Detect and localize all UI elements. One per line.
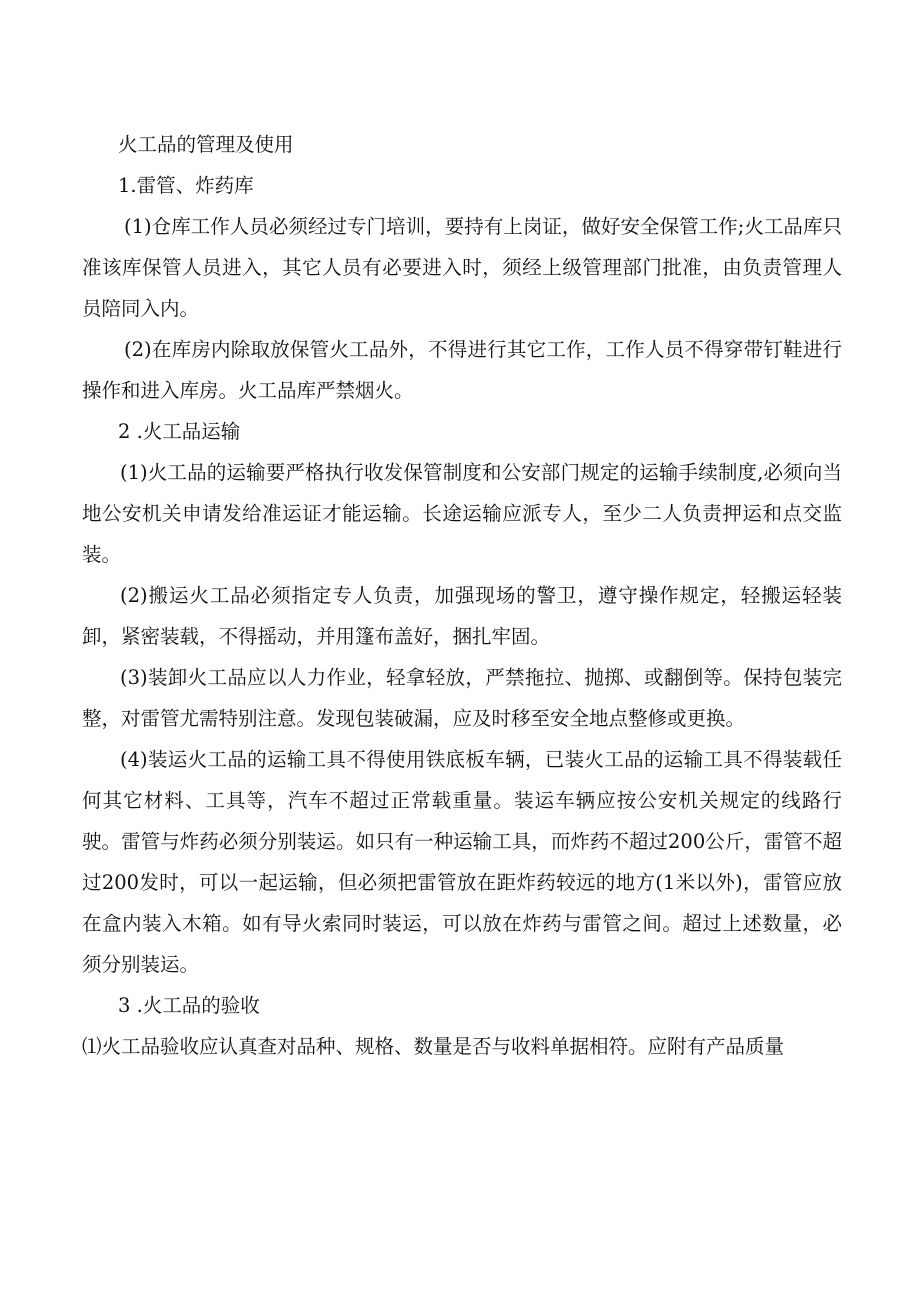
paragraph-2-4: (4)装运火工品的运输工具不得使用铁底板车辆，已装火工品的运输工具不得装载任何其它材料、工具等，汽车不超过正常载重量。装运车辆应按公安机关规定的线路行驶。雷管与炸药必须分别装运。如只有一种运输工具，而炸药不超过200公斤，雷管不超过200发时，可以一起运输，但必须把雷管放在距炸药较远的地方(1米以外)，雷管应放在盒内装入木箱。如有导火索同时装运，可以放在炸药与雷管之间。超过上述数量，必须分别装运。 [82,748,842,976]
paragraph-1-1: (1)仓库工作人员必须经过专门培训，要持有上岗证，做好安全保管工作;火工品库只准该库保管人员进入，其它人员有必要进入时，须经上级管理部门批准，由负责管理人员陪同入内。 [82,215,842,320]
section-heading-2: 2 .火工品运输 [118,420,241,443]
document-title: 火工品的管理及使用 [118,133,294,156]
paragraph-2-3: (3)装卸火工品应以人力作业，轻拿轻放，严禁拖拉、抛掷、或翻倒等。保持包装完整，对雷管尤需特别注意。发现包装破漏，应及时移至安全地点整修或更换。 [82,666,842,730]
paragraph-3-1: ⑴火工品验收应认真查对品种、规格、数量是否与收料单据相符。应附有产品质量 [82,1035,785,1058]
section-heading-1: 1.雷管、炸药库 [118,174,254,197]
paragraph-2-2: (2)搬运火工品必须指定专人负责，加强现场的警卫，遵守操作规定，轻搬运轻装卸，紧密装载，不得摇动，并用篷布盖好，捆扎牢固。 [82,584,842,648]
paragraph-2-1: (1)火工品的运输要严格执行收发保管制度和公安部门规定的运输手续制度,必须向当地公安机关申请发给准运证才能运输。长途运输应派专人，至少二人负责押运和点交监装。 [82,461,842,566]
section-heading-3: 3 .火工品的验收 [118,994,260,1017]
paragraph-1-2: (2)在库房内除取放保管火工品外，不得进行其它工作，工作人员不得穿带钉鞋进行操作和进入库房。火工品库严禁烟火。 [82,338,842,402]
document-body [82,124,842,1067]
